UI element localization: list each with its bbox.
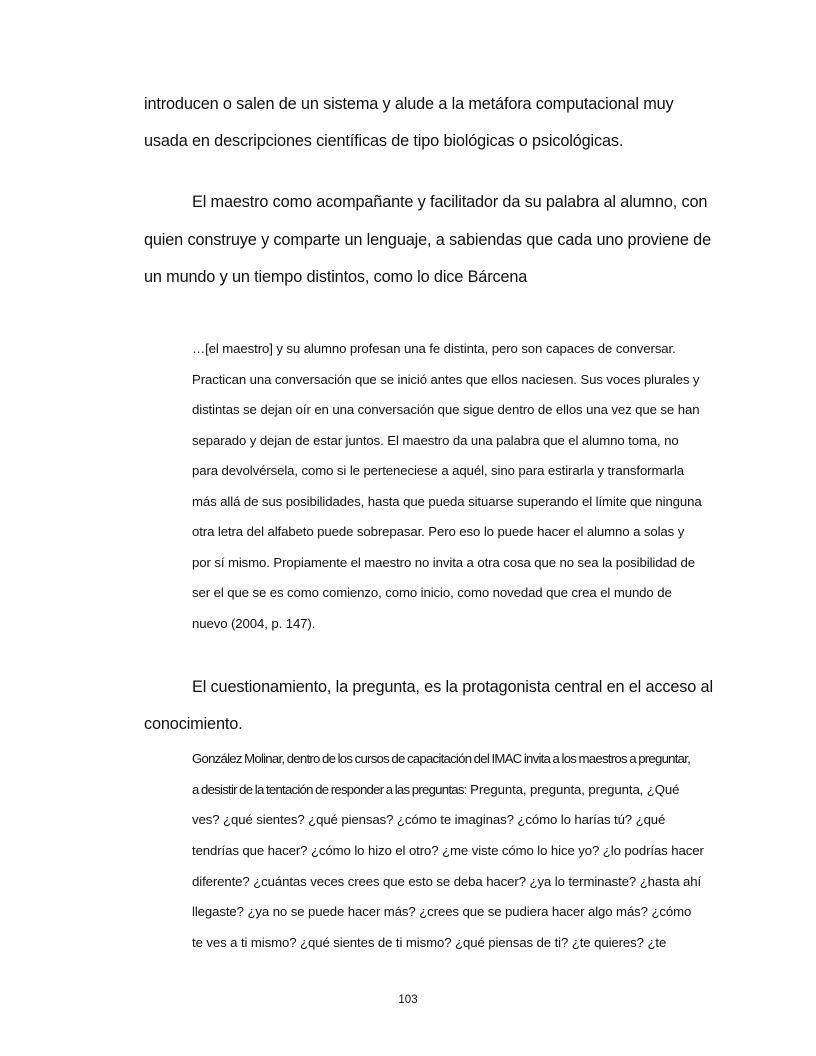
paragraph-3-line-1: El cuestionamiento, la pregunta, es la protagonista central en el acceso al [192,678,713,696]
paragraph-2-line-3: un mundo y un tiempo distintos, como lo dice Bárcena [144,268,528,286]
quote-2-line: ves? ¿qué sientes? ¿qué piensas? ¿cómo te imaginas? ¿cómo lo harías tú? ¿qué [192,812,666,827]
quote-line: más allá de sus posibilidades, hasta que pueda situarse superando el límite que ninguna [192,494,702,509]
page-number: 103 [398,994,418,1006]
quote-line: distintas se dejan oír en una conversación que sigue dentro de ellos una vez que se han [192,402,700,417]
quote-2-line [192,782,679,797]
paragraph-2-line-2: quien construye y comparte un lenguaje, a sabiendas que cada uno proviene de [144,231,711,249]
quote-line: por sí mismo. Propiamente el maestro no invita a otra cosa que no sea la posibilidad de [192,555,695,570]
quote-2-line-lead: a desistir de la tentación de responder a las preguntas: [192,782,467,797]
quote-2-line: te ves a ti mismo? ¿qué sientes de ti mismo? ¿qué piensas de ti? ¿te quieres? ¿te [192,935,667,950]
quote-line: nuevo (2004, p. 147). [192,616,316,631]
paragraph-3-line-2: conocimiento. [144,715,243,733]
paragraph-1-line-2: usada en descripciones científicas de tipo biológicas o psicológicas. [144,132,624,150]
quote-2-line-tail: Pregunta, pregunta, pregunta, ¿Qué [466,782,680,797]
quote-2-line: llegaste? ¿ya no se puede hacer más? ¿crees que se pudiera hacer algo más? ¿cómo [192,904,692,919]
quote-2-line: diferente? ¿cuántas veces crees que esto se deba hacer? ¿ya lo terminaste? ¿hasta ahí [192,874,702,889]
quote-line: otra letra del alfabeto puede sobrepasar. Pero eso lo puede hacer el alumno a solas y [192,524,685,539]
paragraph-1-line-1: introducen o salen de un sistema y alude a la metáfora computacional muy [144,95,674,113]
paragraph-2-line-1: El maestro como acompañante y facilitador da su palabra al alumno, con [192,193,708,211]
quote-line: …[el maestro] y su alumno profesan una fe distinta, pero son capaces de conversar. [192,341,676,356]
quote-2-line: tendrías que hacer? ¿cómo lo hizo el otro? ¿me viste cómo lo hice yo? ¿lo podrías hacer [192,843,704,858]
quote-2-line: González Molinar, dentro de los cursos de capacitación del IMAC invita a los maestros a preguntar, [192,751,691,766]
quote-line: ser el que se es como comienzo, como inicio, como novedad que crea el mundo de [192,585,672,600]
quote-line: Practican una conversación que se inició antes que ellos naciesen. Sus voces plurales y [192,372,700,387]
quote-line: para devolvérsela, como si le perteneciese a aquél, sino para estirarla y transformarla [192,463,684,478]
quote-line: separado y dejan de estar juntos. El maestro da una palabra que el alumno toma, no [192,433,679,448]
